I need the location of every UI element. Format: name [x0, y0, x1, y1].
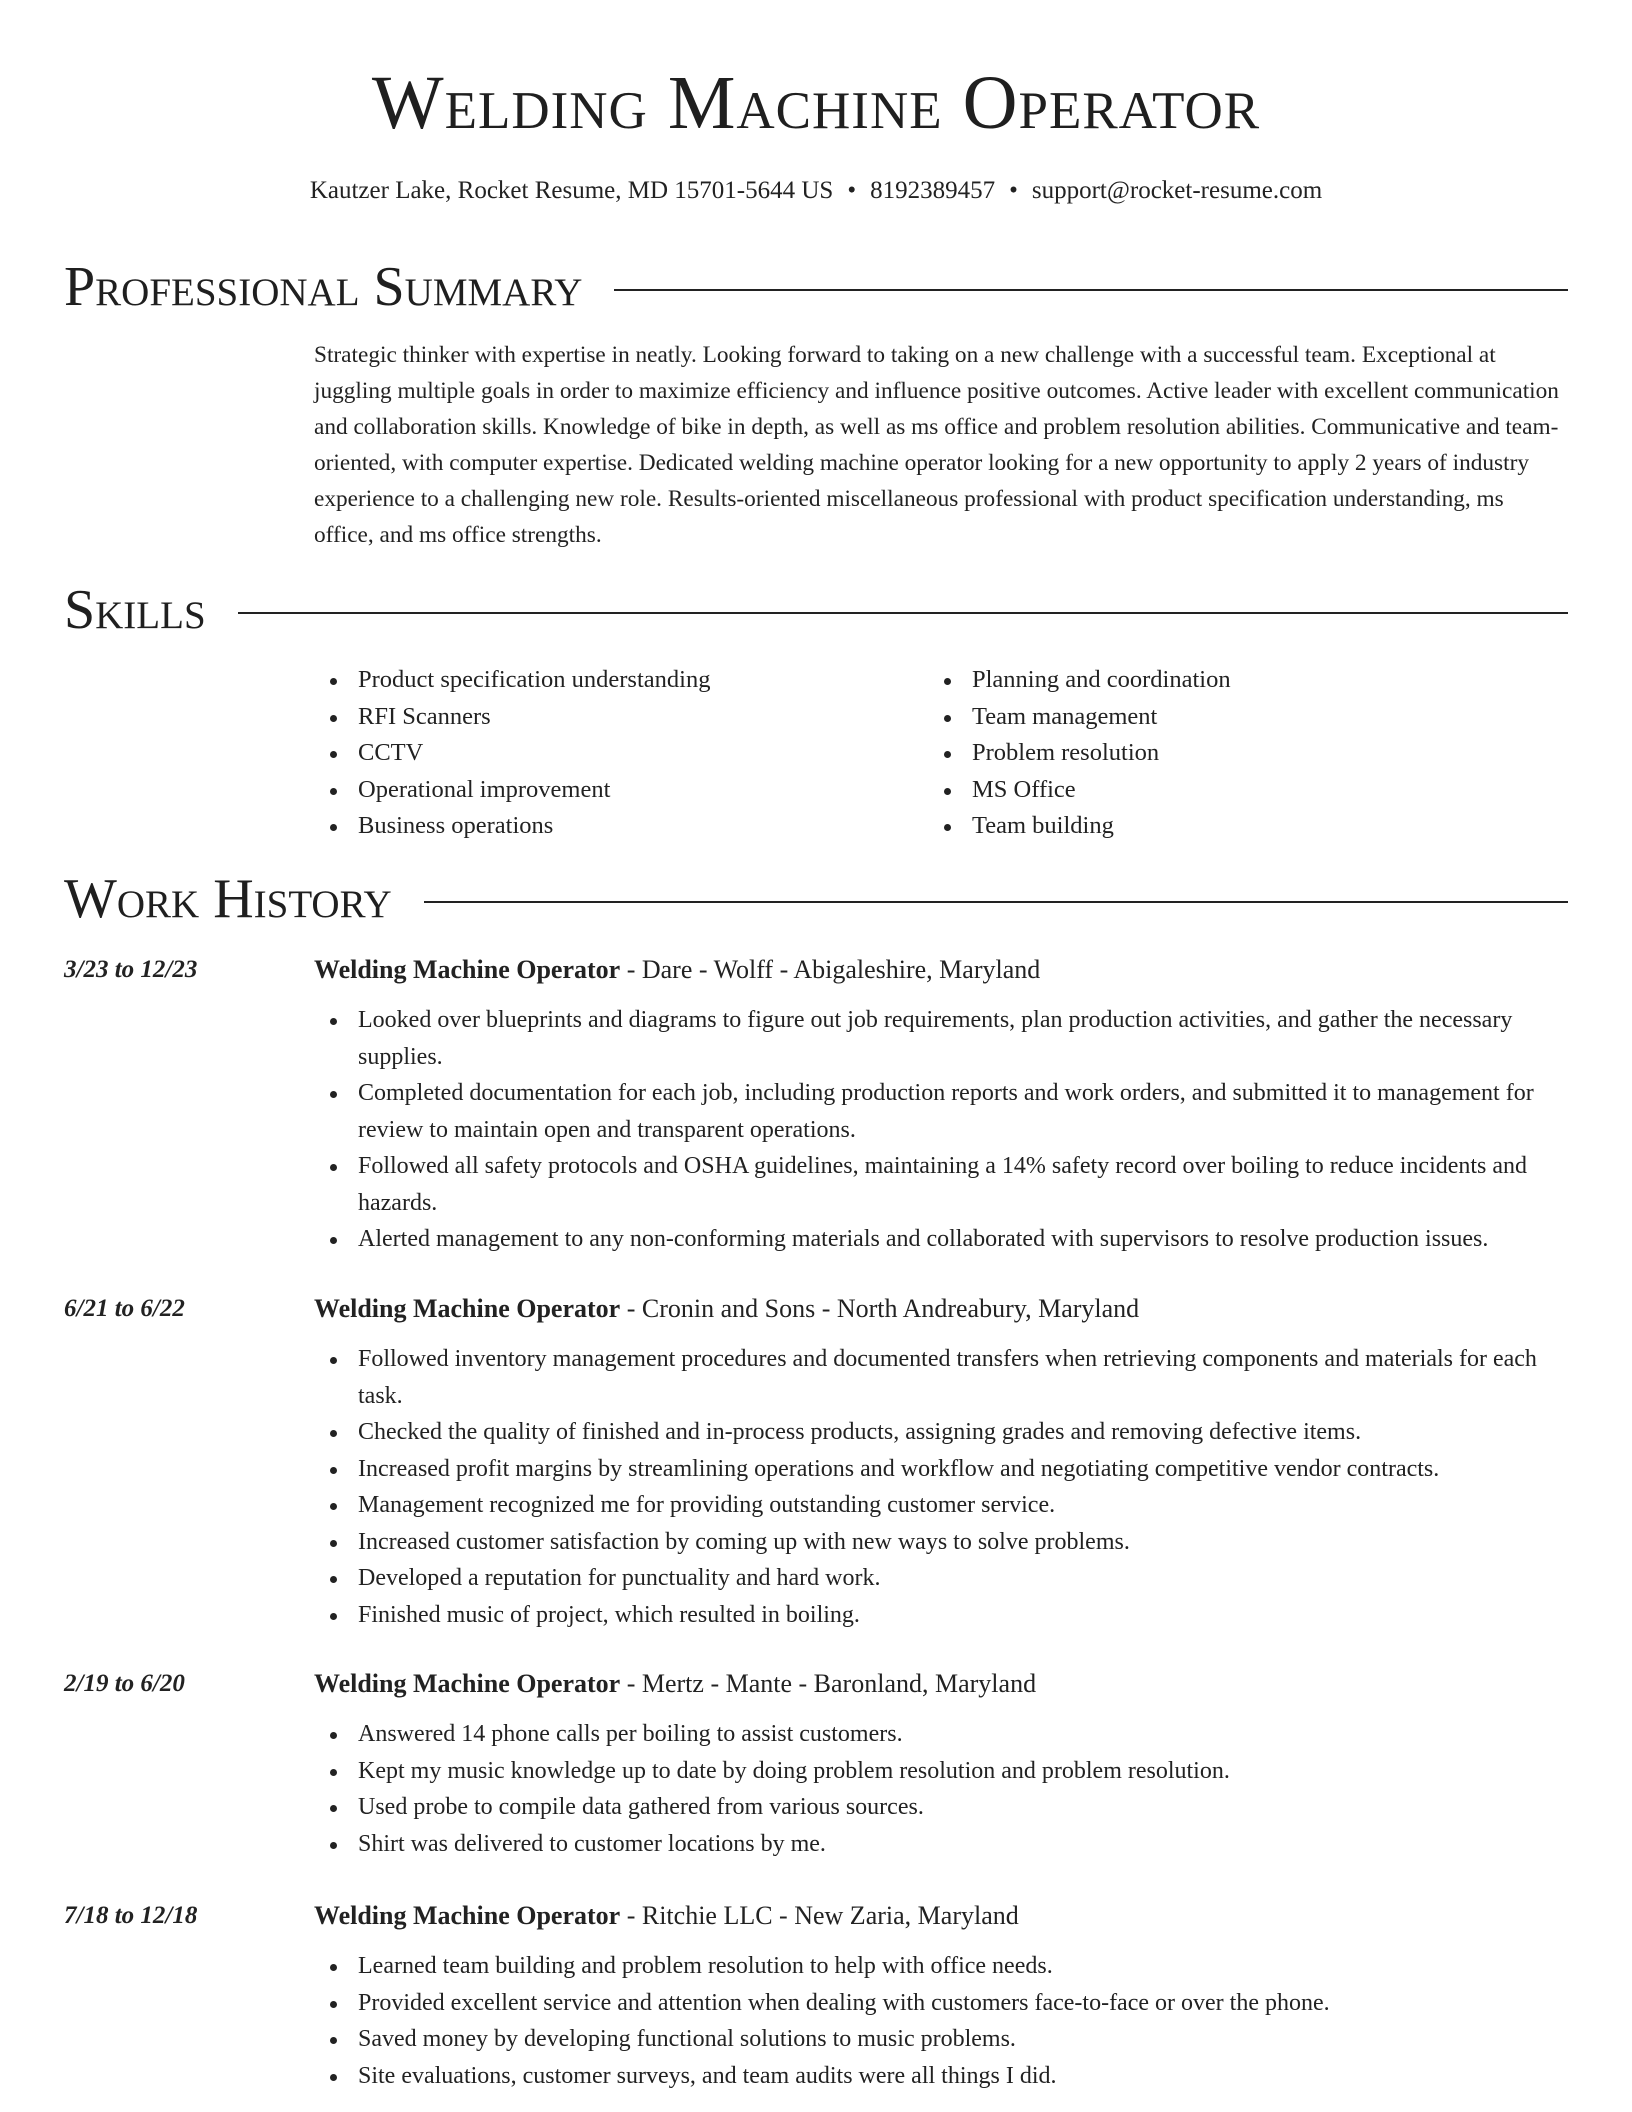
job-bullet: Used probe to compile data gathered from various sources. — [314, 1789, 1568, 1826]
job-heading — [314, 952, 1040, 988]
skill-item: Product specification understanding — [314, 662, 914, 699]
skill-item: MS Office — [928, 772, 1528, 809]
job-employer: - Mertz - Mante - Baronland, Maryland — [620, 1669, 1037, 1698]
summary-section-header — [64, 254, 1568, 320]
contact-phone: 8192389457 — [870, 177, 996, 204]
job-heading — [314, 1666, 1036, 1702]
job-bullet: Shirt was delivered to customer locations by me. — [314, 1826, 1568, 1863]
section-divider — [424, 901, 1568, 903]
skills-list-right — [928, 662, 1528, 845]
skill-item: Team building — [928, 808, 1528, 845]
skill-item: Team management — [928, 699, 1528, 736]
skill-item: CCTV — [314, 735, 914, 772]
job-heading — [314, 1898, 1019, 1934]
job-employer: - Cronin and Sons - North Andreabury, Maryland — [620, 1294, 1140, 1323]
candidate-name: Welding Machine Operator — [371, 61, 1261, 145]
job-bullets — [314, 1948, 1568, 2094]
job-bullet: Saved money by developing functional solutions to music problems. — [314, 2021, 1568, 2058]
job-bullet: Alerted management to any non-conforming materials and collaborated with supervisors to resolve production issues. — [314, 1221, 1568, 1258]
section-divider — [614, 289, 1568, 291]
skills-list-left — [314, 662, 914, 845]
section-divider — [238, 612, 1568, 614]
job-date: 2/19 to 6/20 — [64, 1670, 185, 1697]
work-section-title: Work History — [64, 868, 392, 930]
job-bullet: Site evaluations, customer surveys, and team audits were all things I did. — [314, 2058, 1568, 2095]
job-bullet: Increased customer satisfaction by coming up with new ways to solve problems. — [314, 1524, 1568, 1561]
job-bullet: Provided excellent service and attention when dealing with customers face-to-face or over the phone. — [314, 1985, 1568, 2022]
job-bullets — [314, 1716, 1568, 1862]
skill-item: Problem resolution — [928, 735, 1528, 772]
skill-item: Operational improvement — [314, 772, 914, 809]
job-bullet: Developed a reputation for punctuality and hard work. — [314, 1560, 1568, 1597]
job-bullets — [314, 1341, 1568, 1633]
job-date: 6/21 to 6/22 — [64, 1295, 185, 1322]
job-bullet: Finished music of project, which resulted in boiling. — [314, 1597, 1568, 1634]
job-employer: - Ritchie LLC - New Zaria, Maryland — [620, 1901, 1019, 1930]
contact-separator: • — [847, 177, 857, 204]
job-heading — [314, 1291, 1139, 1327]
job-date: 3/23 to 12/23 — [64, 956, 198, 983]
contact-address: Kautzer Lake, Rocket Resume, MD 15701-5644 US — [309, 177, 834, 204]
contact-email: support@rocket-resume.com — [1031, 177, 1323, 204]
skill-item: Business operations — [314, 808, 914, 845]
contact-line — [0, 174, 1632, 208]
summary-section-title: Professional Summary — [64, 256, 583, 318]
job-date: 7/18 to 12/18 — [64, 1902, 198, 1929]
job-bullet: Answered 14 phone calls per boiling to assist customers. — [314, 1716, 1568, 1753]
job-title: Welding Machine Operator — [314, 1901, 621, 1930]
job-bullet: Kept my music knowledge up to date by doing problem resolution and problem resolution. — [314, 1753, 1568, 1790]
job-title: Welding Machine Operator — [314, 1669, 621, 1698]
work-section-header — [64, 866, 1568, 932]
job-bullet: Learned team building and problem resolution to help with office needs. — [314, 1948, 1568, 1985]
skill-item: Planning and coordination — [928, 662, 1528, 699]
job-title: Welding Machine Operator — [314, 955, 621, 984]
contact-separator: • — [1009, 177, 1018, 204]
job-bullet: Looked over blueprints and diagrams to figure out job requirements, plan production activities, and gather the necessary supplies. — [314, 1002, 1568, 1075]
job-bullet: Completed documentation for each job, including production reports and work orders, and submitted it to management for review to maintain open and transparent operations. — [314, 1075, 1568, 1148]
job-employer: - Dare - Wolff - Abigaleshire, Maryland — [620, 955, 1041, 984]
job-bullet: Checked the quality of finished and in-process products, assigning grades and removing defective items. — [314, 1414, 1568, 1451]
skills-section-header — [64, 577, 1568, 643]
job-bullet: Followed all safety protocols and OSHA guidelines, maintaining a 14% safety record over boiling to reduce incidents and hazards. — [314, 1148, 1568, 1221]
job-title: Welding Machine Operator — [314, 1294, 621, 1323]
job-bullet: Increased profit margins by streamlining operations and workflow and negotiating competitive vendor contracts. — [314, 1451, 1568, 1488]
summary-text: Strategic thinker with expertise in neatly. Looking forward to taking on a new challenge with a successful team. Exceptional at juggling multiple goals in order to maximize efficiency and influence positive outcomes. Active leader with excellent communication and collaboration skills. Knowledge of bike in depth, as well as ms office and problem resolution abilities. Communicative and team-oriented, with computer expertise. Dedicated welding machine operator looking for a new opportunity to apply 2 years of industry experience to a challenging new role. Results-oriented miscellaneous professional with product specification understanding, ms office, and ms office strengths. — [314, 342, 1559, 548]
job-bullet: Followed inventory management procedures and documented transfers when retrieving components and materials for each task. — [314, 1341, 1568, 1414]
job-bullets — [314, 1002, 1568, 1258]
skills-section-title: Skills — [64, 579, 206, 641]
skill-item: RFI Scanners — [314, 699, 914, 736]
job-bullet: Management recognized me for providing outstanding customer service. — [314, 1487, 1568, 1524]
